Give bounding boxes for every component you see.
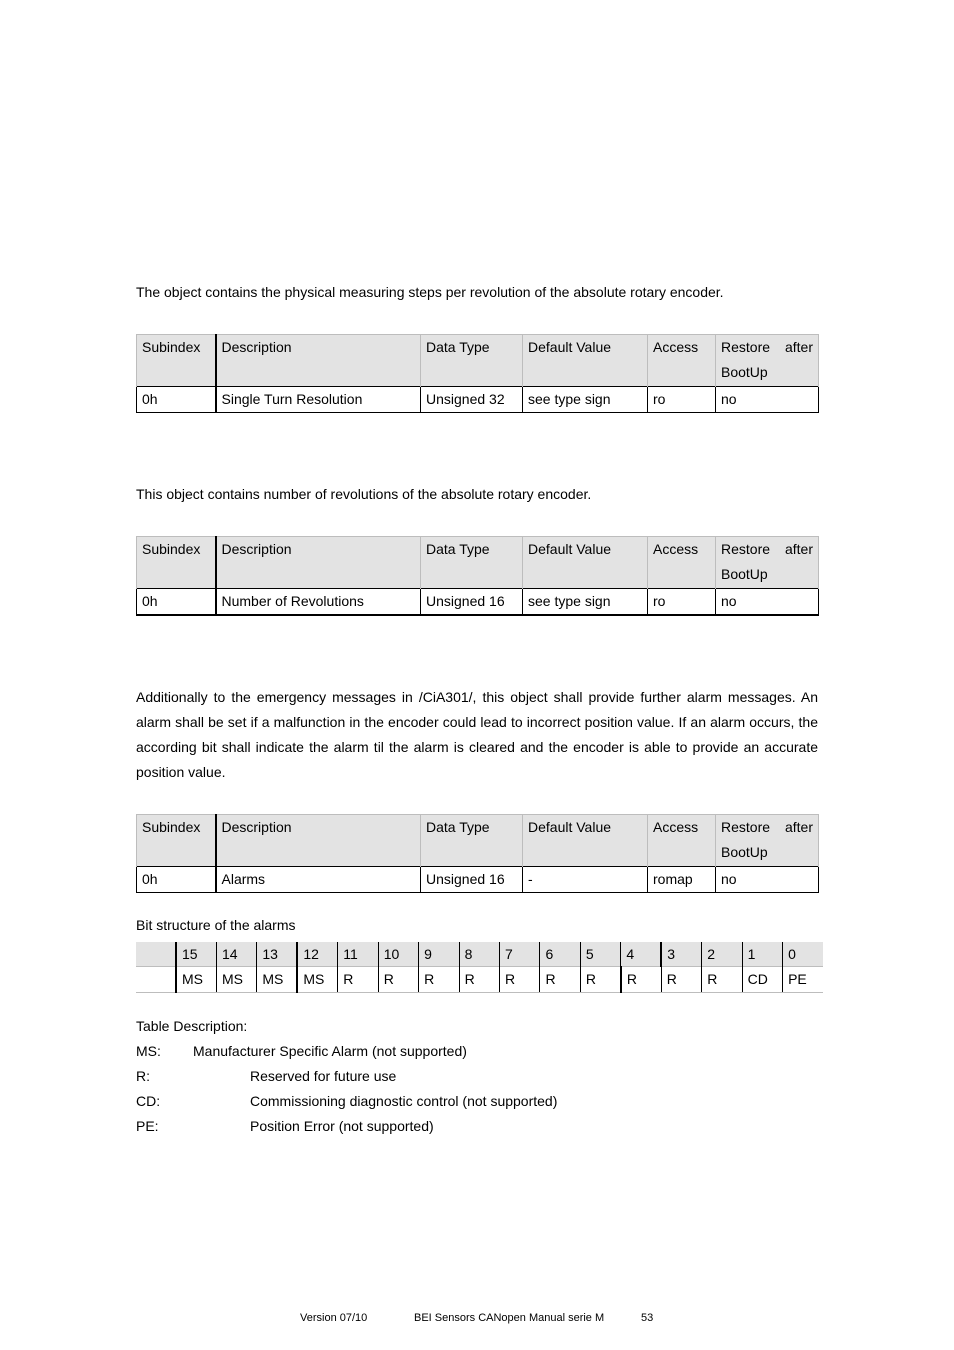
header-after: after <box>784 339 813 355</box>
cell-default-value: - <box>523 867 648 893</box>
bit-number-cell: 15 <box>176 942 216 967</box>
legend-desc-cd: Commissioning diagnostic control (not supported) <box>250 1093 558 1109</box>
bit-value-cell: R <box>540 967 580 993</box>
header-default-value: Default Value <box>523 815 648 867</box>
bit-value-cell: R <box>621 967 661 993</box>
header-bootup: BootUp <box>721 844 768 860</box>
bit-value-cell: R <box>338 967 378 993</box>
header-after: after <box>784 541 813 557</box>
header-default-value: Default Value <box>523 537 648 589</box>
header-after: after <box>784 819 813 835</box>
legend-desc-r: Reserved for future use <box>250 1068 397 1084</box>
bit-number-cell: 10 <box>378 942 418 967</box>
header-restore-after-bootup <box>716 815 819 867</box>
bit-value-cell: R <box>419 967 459 993</box>
bit-number-cell: 2 <box>702 942 742 967</box>
cell-data-type: Unsigned 16 <box>421 867 523 893</box>
cell-access: ro <box>648 589 716 616</box>
header-description: Description <box>216 815 421 867</box>
cell-access: ro <box>648 387 716 413</box>
bit-value-cell: MS <box>257 967 297 993</box>
bit-value-cell: R <box>580 967 620 993</box>
number-of-revolutions-table <box>136 536 819 616</box>
header-restore-after-bootup <box>716 537 819 589</box>
bit-number-cell: 8 <box>459 942 499 967</box>
section3-description: Additionally to the emergency messages in /CiA301/, this object shall provide further alarm messages. An alarm shall be set if a malfunction in the encoder could lead to incorrect position value. If an alarm occurs, the according bit shall indicate the alarm til the alarm is cleared and the encoder is able to provide an accurate position value. <box>136 689 818 780</box>
section1-description: The object contains the physical measuring steps per revolution of the absolute rotary encoder. <box>136 284 724 300</box>
cell-default-value: see type sign <box>523 387 648 413</box>
bit-number-cell: 4 <box>621 942 661 967</box>
cell-subindex: 0h <box>137 387 216 413</box>
legend-key-cd: CD: <box>136 1093 161 1109</box>
table-row <box>137 867 819 893</box>
cell-description: Single Turn Resolution <box>216 387 421 413</box>
header-restore-after-bootup <box>716 335 819 387</box>
header-access: Access <box>648 335 716 387</box>
table-header-row <box>137 537 819 589</box>
footer-manual-title: BEI Sensors CANopen Manual serie M <box>414 1312 605 1324</box>
table-header-row <box>137 815 819 867</box>
legend-title: Table Description: <box>136 1018 248 1034</box>
bit-number-cell: 13 <box>257 942 297 967</box>
cell-subindex: 0h <box>137 867 216 893</box>
bit-value-cell: CD <box>742 967 782 993</box>
header-description: Description <box>216 537 421 589</box>
header-subindex: Subindex <box>137 335 216 387</box>
header-restore: Restore <box>721 541 771 557</box>
bit-number-cell: 0 <box>783 942 823 967</box>
bit-number-cell: 7 <box>500 942 540 967</box>
legend-desc-ms: Manufacturer Specific Alarm (not supported) <box>193 1043 467 1059</box>
bit-number-cell: 6 <box>540 942 580 967</box>
cell-access: romap <box>648 867 716 893</box>
cell-subindex: 0h <box>137 589 216 616</box>
cell-data-type: Unsigned 32 <box>421 387 523 413</box>
cell-default-value: see type sign <box>523 589 648 616</box>
bit-value-cell: R <box>702 967 742 993</box>
bit-corner-cell <box>136 942 176 967</box>
footer-version: Version 07/10 <box>300 1312 368 1324</box>
section2-description: This object contains number of revolutions of the absolute rotary encoder. <box>136 486 592 502</box>
cell-restore: no <box>716 867 819 893</box>
table-row <box>137 387 819 413</box>
bit-value-cell: R <box>459 967 499 993</box>
bit-corner-cell <box>136 967 176 993</box>
bit-number-cell: 1 <box>742 942 782 967</box>
header-data-type: Data Type <box>421 537 523 589</box>
header-access: Access <box>648 537 716 589</box>
bit-value-cell: R <box>378 967 418 993</box>
bit-number-cell: 14 <box>216 942 256 967</box>
alarms-table <box>136 814 819 893</box>
table-header-row <box>137 335 819 387</box>
bit-number-cell: 9 <box>419 942 459 967</box>
cell-description: Alarms <box>216 867 421 893</box>
cell-restore: no <box>716 589 819 616</box>
bit-value-cell: PE <box>783 967 823 993</box>
header-restore: Restore <box>721 339 771 355</box>
legend-desc-pe: Position Error (not supported) <box>250 1118 434 1134</box>
cell-data-type: Unsigned 16 <box>421 589 523 616</box>
bit-value-cell: R <box>500 967 540 993</box>
header-bootup: BootUp <box>721 364 768 380</box>
table-row <box>137 589 819 616</box>
bit-value-cell: MS <box>176 967 216 993</box>
legend-key-ms: MS: <box>136 1043 161 1059</box>
bit-number-cell: 12 <box>297 942 337 967</box>
cell-description: Number of Revolutions <box>216 589 421 616</box>
header-subindex: Subindex <box>137 537 216 589</box>
header-data-type: Data Type <box>421 815 523 867</box>
bit-structure-title: Bit structure of the alarms <box>136 917 296 933</box>
header-default-value: Default Value <box>523 335 648 387</box>
header-data-type: Data Type <box>421 335 523 387</box>
header-description: Description <box>216 335 421 387</box>
single-turn-resolution-table <box>136 334 819 413</box>
bit-value-cell: R <box>661 967 701 993</box>
bit-value-row <box>136 967 823 993</box>
bit-number-row <box>136 942 823 967</box>
bit-number-cell: 11 <box>338 942 378 967</box>
bit-value-cell: MS <box>216 967 256 993</box>
legend-key-pe: PE: <box>136 1118 159 1134</box>
legend-key-r: R: <box>136 1068 150 1084</box>
bit-number-cell: 5 <box>580 942 620 967</box>
header-subindex: Subindex <box>137 815 216 867</box>
footer-page-number: 53 <box>641 1312 654 1324</box>
bit-structure-table <box>136 942 823 993</box>
header-bootup: BootUp <box>721 566 768 582</box>
bit-value-cell: MS <box>297 967 337 993</box>
bit-number-cell: 3 <box>661 942 701 967</box>
header-restore: Restore <box>721 819 771 835</box>
cell-restore: no <box>716 387 819 413</box>
header-access: Access <box>648 815 716 867</box>
